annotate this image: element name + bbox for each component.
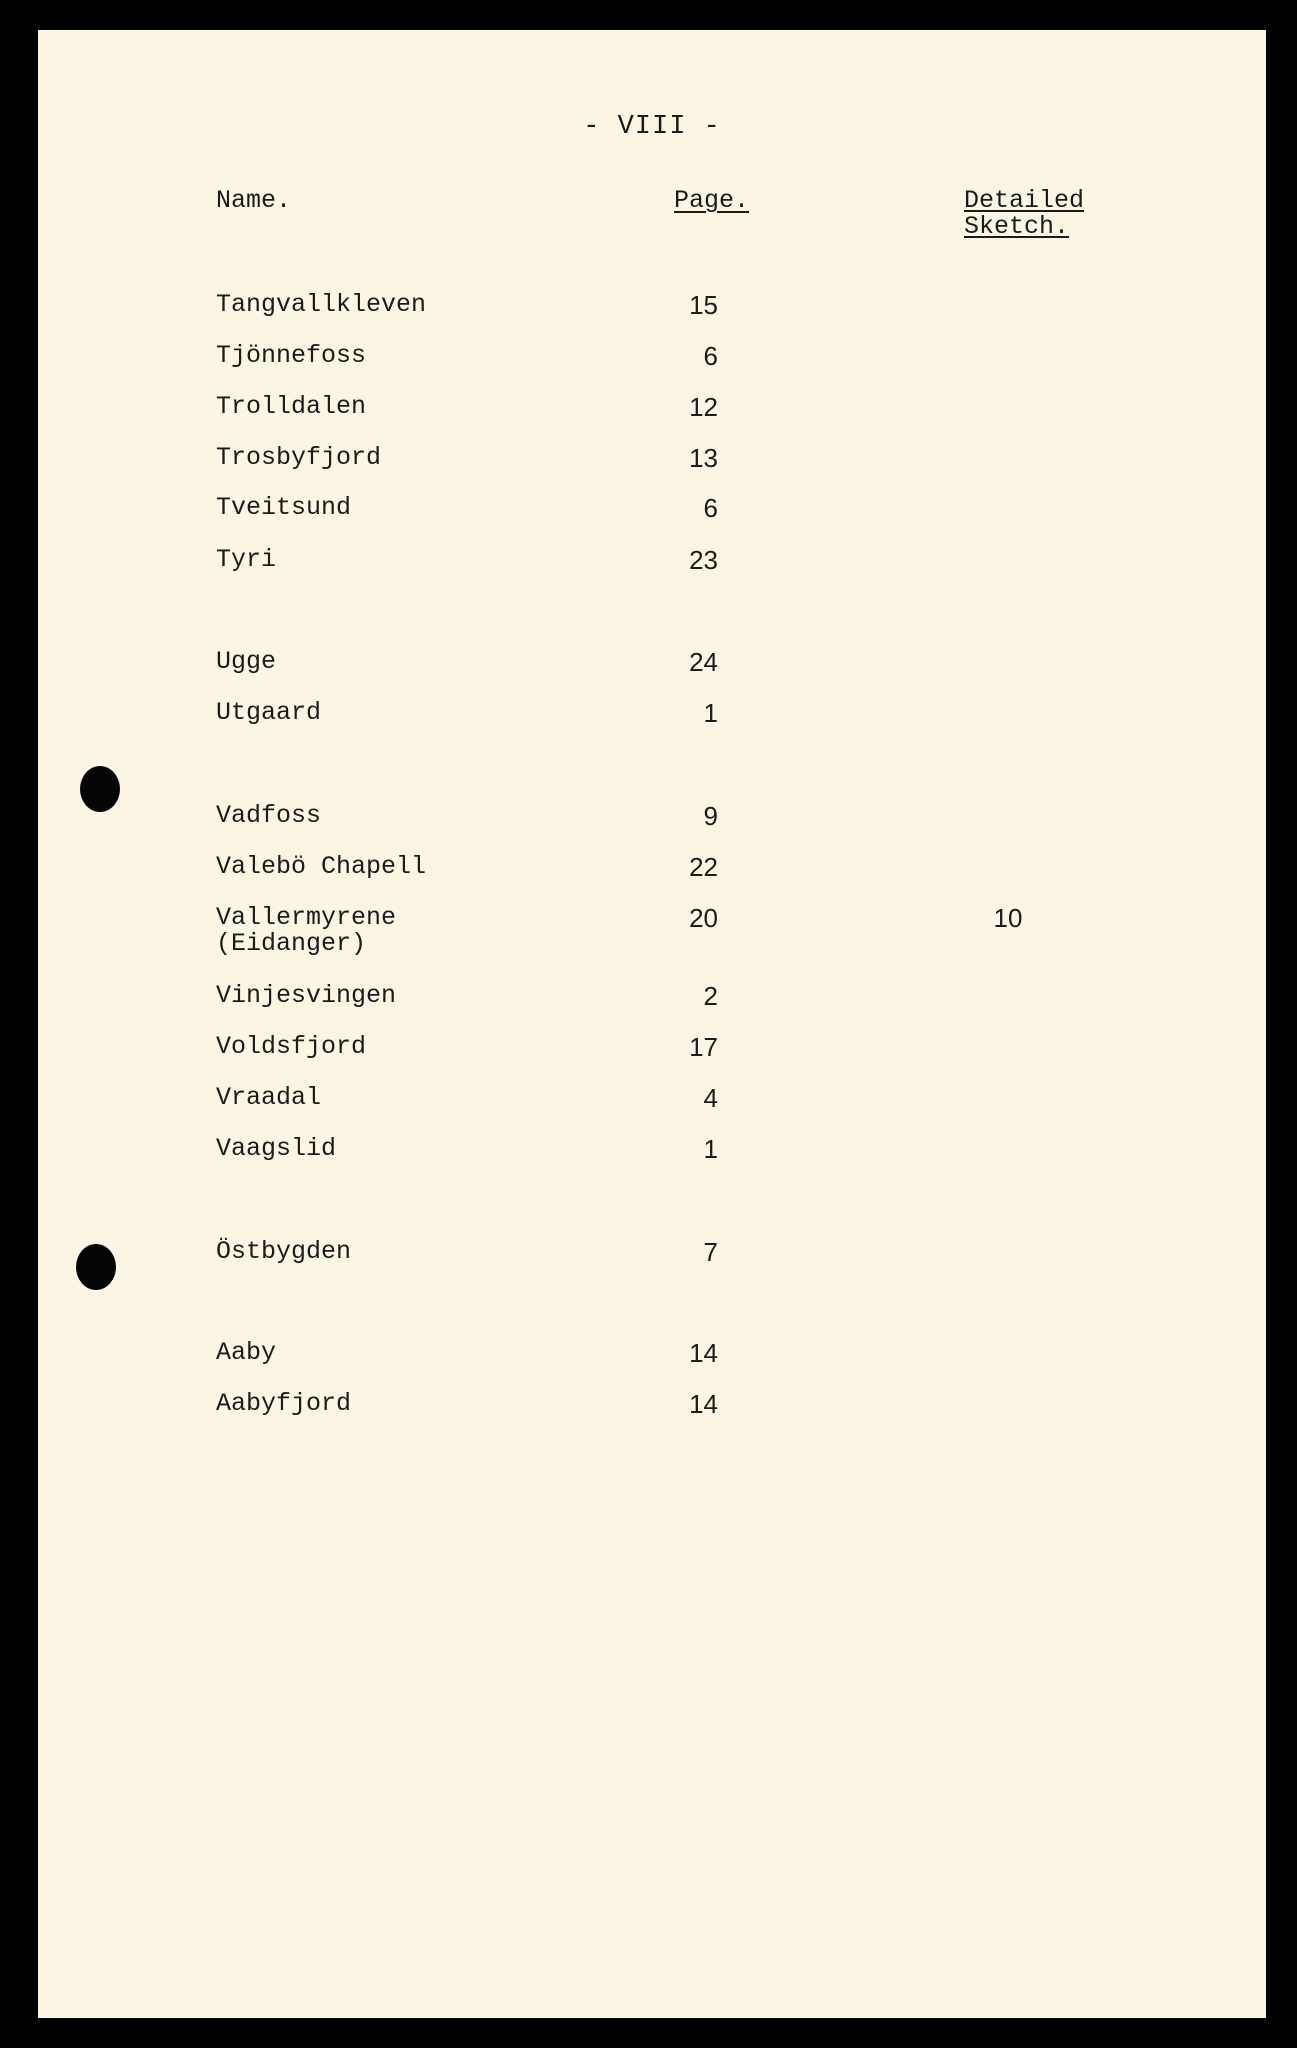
index-entry	[38, 700, 1266, 752]
entry-page: 14	[689, 1389, 718, 1419]
entry-page: 6	[703, 341, 718, 371]
entry-page: 1	[703, 1134, 718, 1164]
entry-page: 22	[689, 852, 718, 882]
index-entry	[38, 983, 1266, 1035]
index-entry	[38, 1034, 1266, 1086]
entry-page: 20	[689, 903, 718, 933]
punch-hole	[80, 766, 120, 812]
index-entry	[38, 495, 1266, 547]
entry-page: 23	[689, 545, 718, 575]
entry-page: 17	[689, 1032, 718, 1062]
index-entry	[38, 1340, 1266, 1392]
entry-name: Trosbyfjord	[216, 443, 382, 472]
entry-name: Tjönnefoss	[216, 341, 367, 370]
entry-name: Vraadal	[216, 1083, 322, 1112]
index-entry	[38, 803, 1266, 855]
index-entry	[38, 1391, 1266, 1443]
index-entry	[38, 1239, 1266, 1291]
entry-name: Östbygden	[216, 1237, 352, 1266]
index-entry	[38, 394, 1266, 446]
entry-page: 7	[703, 1237, 718, 1267]
entry-page: 12	[689, 392, 718, 422]
entry-page: 24	[689, 647, 718, 677]
index-entry	[38, 905, 1266, 957]
entry-page: 9	[703, 801, 718, 831]
entry-page: 1	[703, 698, 718, 728]
entry-name: Vinjesvingen	[216, 981, 397, 1010]
entry-name: Vadfoss	[216, 801, 322, 830]
column-header-page: Page.	[674, 186, 750, 215]
index-entry	[38, 445, 1266, 497]
entry-name: Vallermyrene (Eidanger)	[216, 903, 397, 958]
entry-page: 6	[703, 493, 718, 523]
entry-name: Vaagslid	[216, 1134, 337, 1163]
page-number: - VIII -	[583, 112, 721, 142]
index-entry	[38, 1085, 1266, 1137]
entry-name: Tangvallkleven	[216, 290, 427, 319]
column-header-sketch-line1: Detailed	[964, 186, 1085, 215]
index-entry	[38, 854, 1266, 906]
entry-page: 14	[689, 1338, 718, 1368]
entry-page: 15	[689, 290, 718, 320]
column-header-detailed-sketch	[964, 188, 1084, 240]
index-entry	[38, 343, 1266, 395]
document-page	[38, 30, 1266, 2018]
entry-name: Voldsfjord	[216, 1032, 367, 1061]
entry-name: Trolldalen	[216, 392, 367, 421]
column-header-sketch-line2: Sketch.	[964, 212, 1070, 241]
entry-name: Aabyfjord	[216, 1389, 352, 1418]
entry-name: Aaby	[216, 1338, 277, 1367]
entry-name: Tyri	[216, 545, 277, 574]
entry-name: Tveitsund	[216, 493, 352, 522]
entry-name: Utgaard	[216, 698, 322, 727]
entry-sketch: 10	[993, 903, 1023, 933]
entry-page: 13	[689, 443, 718, 473]
index-entry	[38, 1136, 1266, 1188]
index-entry	[38, 649, 1266, 701]
entry-page: 2	[703, 981, 718, 1011]
column-header-name: Name.	[216, 186, 292, 215]
punch-hole	[76, 1244, 116, 1290]
entry-page: 4	[703, 1083, 718, 1113]
index-entry	[38, 292, 1266, 344]
index-entry	[38, 547, 1266, 599]
entry-name: Valebö Chapell	[216, 852, 427, 881]
entry-name: Ugge	[216, 647, 277, 676]
